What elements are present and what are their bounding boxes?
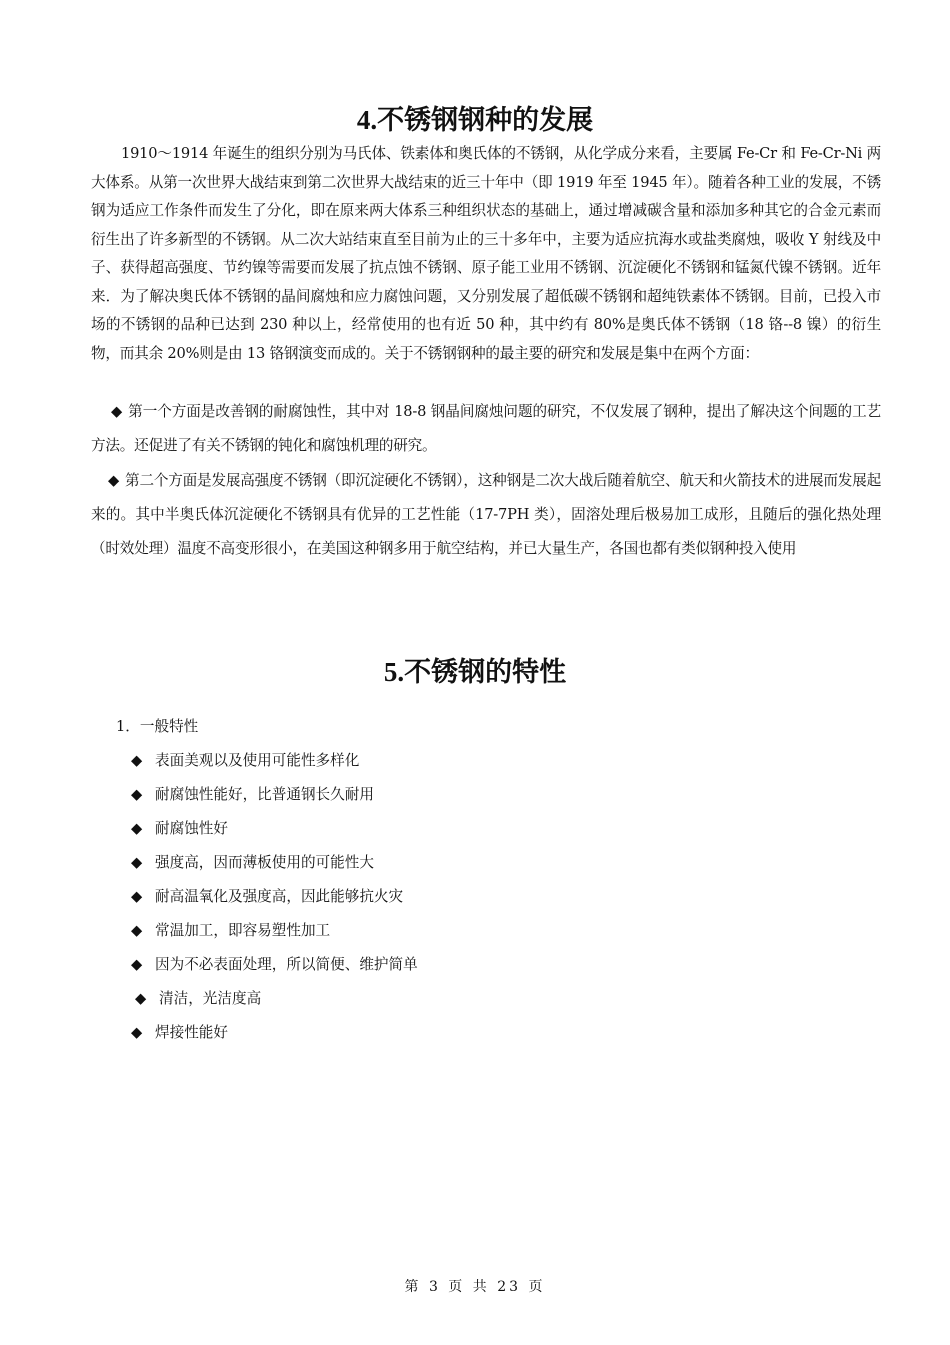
- list-item: ◆ 耐腐蚀性好: [131, 814, 228, 844]
- list-item: ◆ 清洁，光洁度高: [135, 984, 261, 1014]
- list-item: ◆ 常温加工，即容易塑性加工: [131, 916, 330, 946]
- page-number-footer: 第 3 页 共 23 页: [404, 1279, 546, 1295]
- bullet-diamond-icon: ◆: [131, 956, 143, 973]
- list-item: ◆ 强度高，因而薄板使用的可能性大: [131, 848, 374, 878]
- section-4-intro-paragraph: 1910～1914 年诞生的组织分别为马氏体、铁素体和奥氏体的不锈钢，从化学成分来看，主要属 Fe-Cr 和 Fe-Cr-Ni 两大体系。从第一次世界大战结束到第二次世界大战结束的近三十年中（即 1919 年至 1945 年）。随着各种工业的发展，不锈钢为适应工作条件而发生了分化，即在原来两大体系三种组织状态的基础上，通过增减碳含量和添加多种其它的合金元素而衍生出了许多新型的不锈钢。从二次大站结束直至目前为止的三十多年中，主要为适应抗海水或盐类腐烛，吸收 Y 射线及中子、获得超高强度、节约镍等需要而发展了抗点蚀不锈钢、原子能工业用不锈钢、沉淀硬化不锈钢和锰氮代镍不锈钢。近年来．为了解决奥氏体不锈钢的晶间腐烛和应力腐蚀问题，又分别发展了超低碳不锈钢和超纯铁素体不锈钢。目前，已投入市场的不锈钢的品种已达到 230 种以上，经常使用的也有近 50 种，其中约有 80%是奥氏体不锈钢（18 铬--8 镍）的衍生物，而其余 20%则是由 13 铬钢演变而成的。关于不锈钢钢种的最主要的研究和发展是集中在两个方面：: [91, 145, 881, 362]
- point-2-text: 第二个方面是发展高强度不锈钢（即沉淀硬化不锈钢），这种钢是二次大战后随着航空、航天和火箭技术的进展而发展起来的。其中半奥氏体沉淀硬化不锈钢具有优异的工艺性能（17-7PH 类），固溶处理后极易加工成形，且随后的强化热处理（时效处理）温度不高变形很小，在美国这种钢多用于航空结构，并已大量生产，各国也都有类似钢种投入使用: [91, 472, 881, 557]
- list-heading: 1．一般特性: [116, 718, 199, 735]
- section-4-point-2: [91, 464, 881, 566]
- bullet-diamond-icon: ◆: [131, 888, 143, 905]
- point-1-text: 第一个方面是改善钢的耐腐蚀性，其中对 18-8 钢晶间腐烛问题的研究，不仅发展了钢种，提出了解决这个间题的工艺方法。还促进了有关不锈钢的钝化和腐蚀机理的研究。: [91, 403, 881, 454]
- bullet-diamond-icon: ◆: [131, 1024, 143, 1041]
- bullet-diamond-icon: ◆: [135, 990, 147, 1007]
- bullet-diamond-icon: ◆: [131, 854, 143, 871]
- section-4-point-1: [91, 395, 881, 463]
- list-item: ◆ 耐高温氧化及强度高，因此能够抗火灾: [131, 882, 403, 912]
- bullet-diamond-icon: ◆: [111, 403, 123, 420]
- bullet-diamond-icon: ◆: [131, 752, 143, 769]
- bullet-diamond-icon: ◆: [131, 786, 143, 803]
- bullet-diamond-icon: ◆: [131, 922, 143, 939]
- section-5-title: 5.不锈钢的特性: [383, 657, 567, 687]
- bullet-diamond-icon: ◆: [108, 472, 120, 489]
- list-item: ◆ 耐腐蚀性能好，比普通钢长久耐用: [131, 780, 374, 810]
- list-item: ◆ 表面美观以及使用可能性多样化: [131, 746, 359, 776]
- list-item: ◆ 因为不必表面处理，所以简便、维护简单: [131, 950, 418, 980]
- list-item: ◆ 焊接性能好: [131, 1018, 228, 1048]
- bullet-diamond-icon: ◆: [131, 820, 143, 837]
- section-4-title: 4.不锈钢钢种的发展: [356, 105, 594, 135]
